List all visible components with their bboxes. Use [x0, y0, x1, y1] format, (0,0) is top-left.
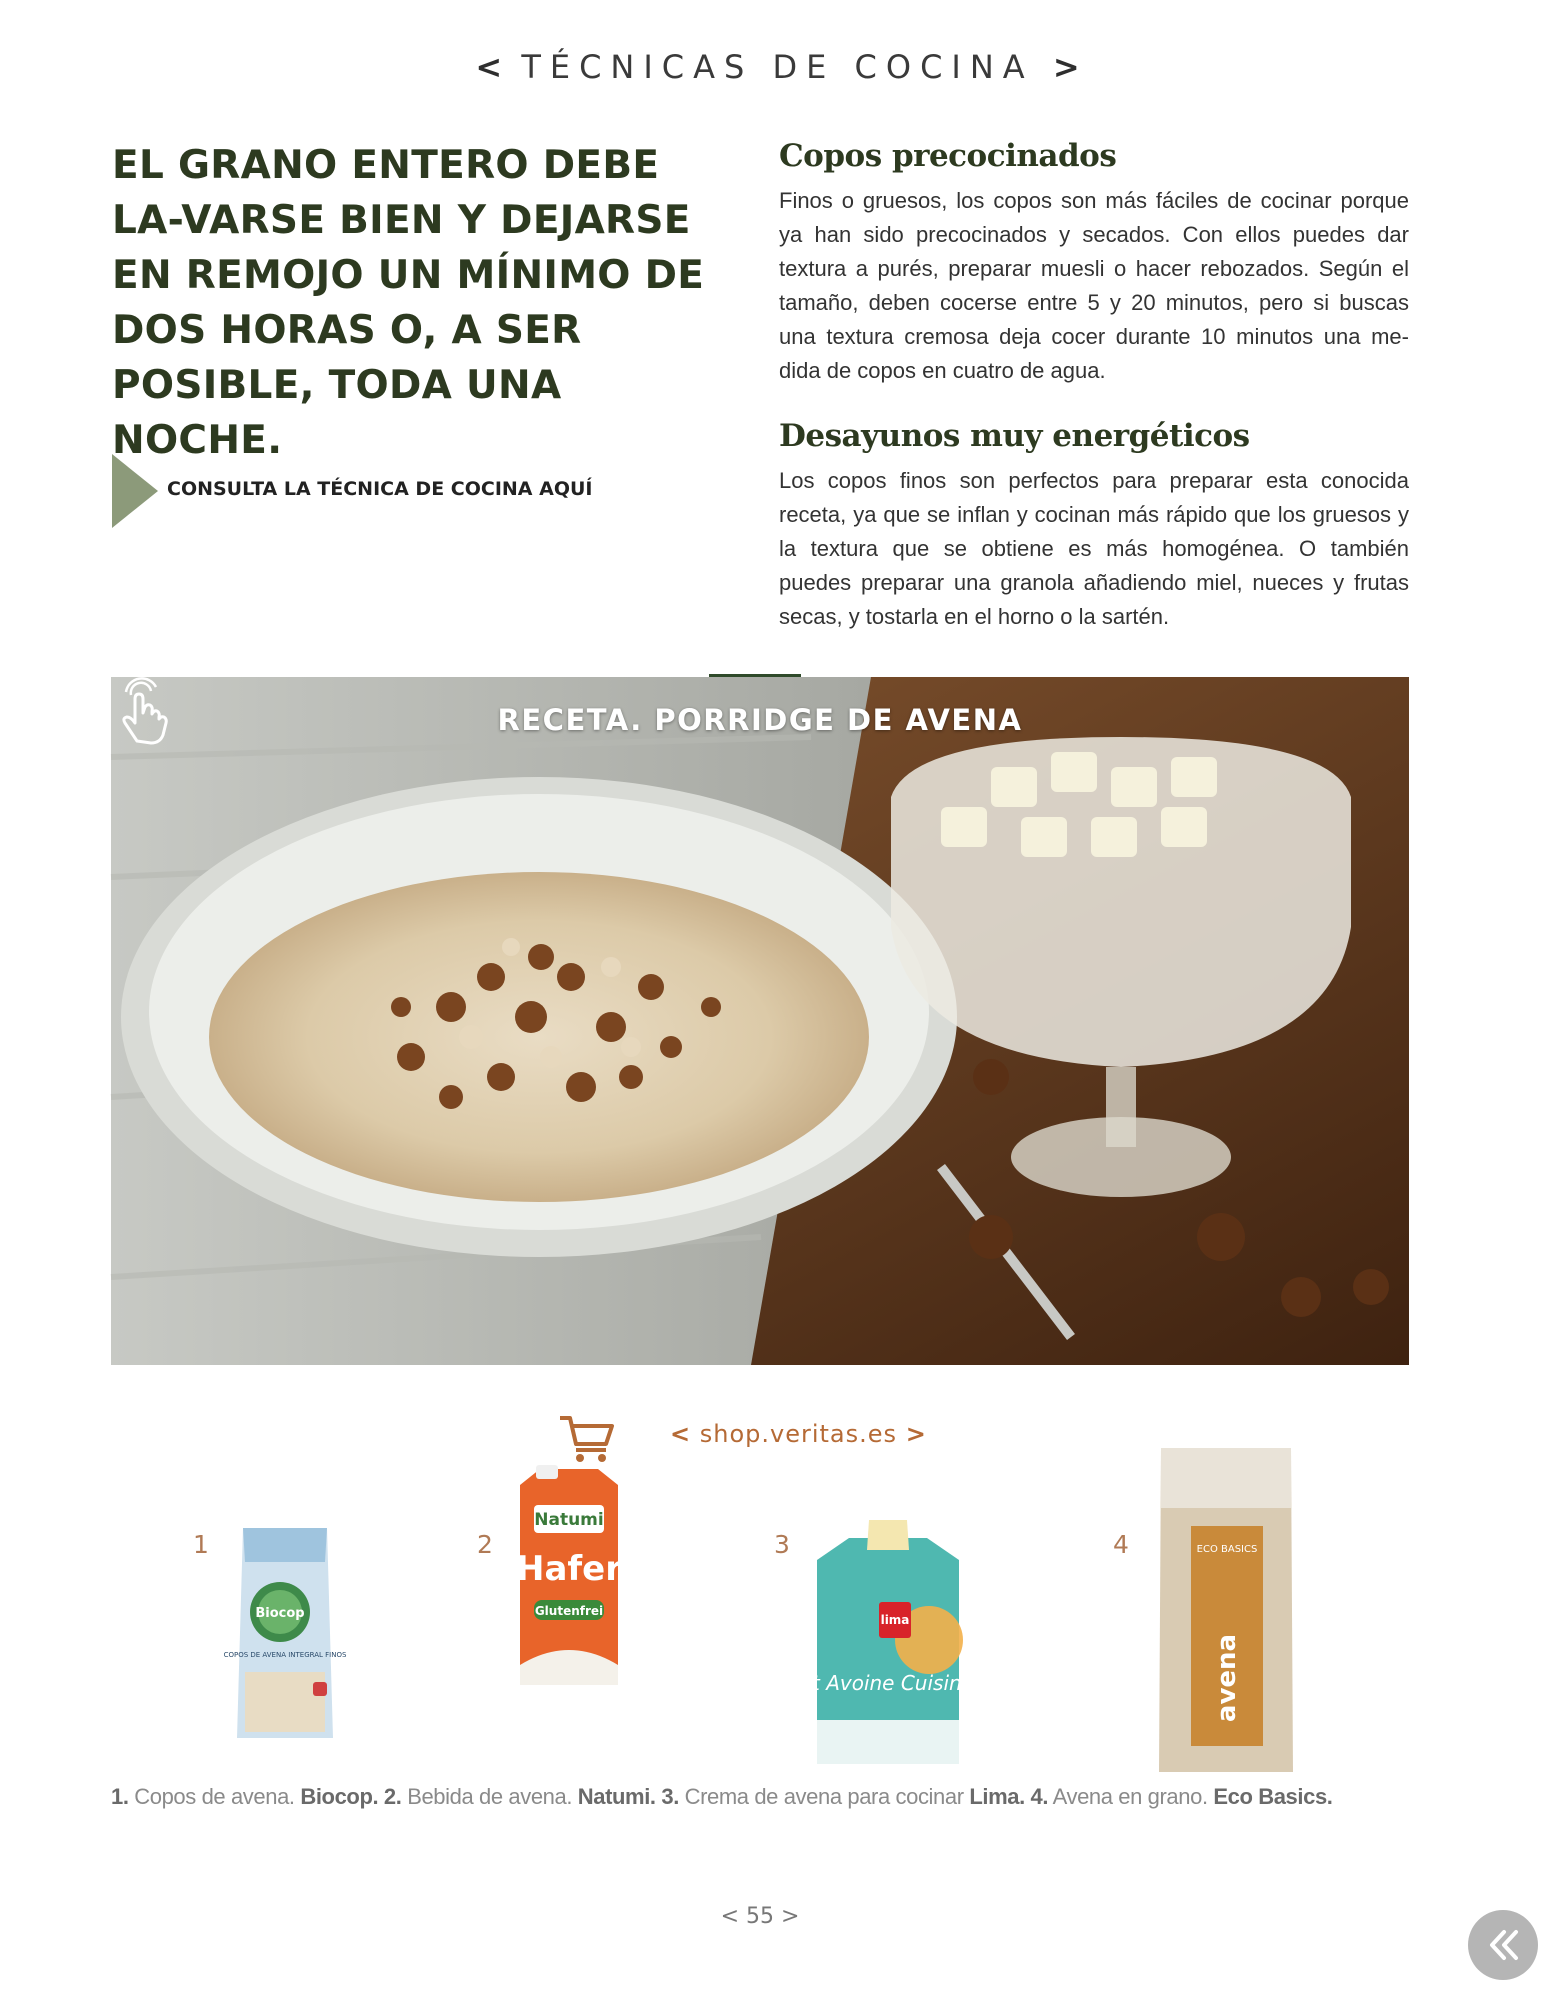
product-number-4: 4: [1113, 1530, 1129, 1559]
section-header: [0, 48, 1555, 86]
caption-brand-4: Eco Basics.: [1213, 1784, 1333, 1809]
biocop-brand: Biocop: [255, 1606, 305, 1621]
section-text-desayunos: Los copos finos son perfectos para preparar esta conocida receta, ya que se inflan y cocinan más rápido que los gruesos y la textura que se obtiene es más homogénea. O también puedes preparar una granola añadiendo miel, nueces y frutas secas, y tostarla en el horno o la sartén.: [779, 468, 1409, 629]
biocop-label: COPOS DE AVENA INTEGRAL FINOS: [223, 1651, 347, 1659]
back-button[interactable]: [1468, 1910, 1538, 1980]
caption-brand-2: Natumi.: [577, 1784, 656, 1809]
shop-left-chevron: <: [670, 1420, 692, 1448]
cart-icon[interactable]: [556, 1412, 616, 1464]
recipe-photo[interactable]: [111, 677, 1409, 1365]
product-biocop[interactable]: [223, 1522, 347, 1746]
product-number-3: 3: [774, 1530, 790, 1559]
natumi-label: Hafer: [515, 1549, 623, 1589]
header-title: TÉCNICAS DE COCINA: [521, 48, 1034, 86]
caption-desc-1: Copos de avena.: [128, 1784, 301, 1809]
double-chevron-left-icon: [1468, 1910, 1538, 1980]
play-triangle-icon: [112, 454, 158, 528]
caption-num-3: 3.: [655, 1784, 679, 1809]
caption-desc-3: Crema de avena para cocinar: [678, 1784, 970, 1809]
natumi-sub: Glutenfrei: [534, 1604, 604, 1618]
lima-brand: lima: [880, 1613, 910, 1627]
section-title-desayunos: Desayunos muy energéticos: [779, 418, 1250, 454]
section-title-copos: Copos precocinados: [779, 138, 1117, 174]
consulta-label: CONSULTA LA TÉCNICA DE COCINA AQUÍ: [167, 478, 593, 500]
caption-num-1: 1.: [111, 1784, 129, 1809]
tap-hand-icon[interactable]: [111, 677, 181, 751]
shop-link[interactable]: [670, 1420, 927, 1448]
photo-title: RECETA. PORRIDGE DE AVENA: [497, 703, 1023, 737]
caption-brand-3: Lima.: [969, 1784, 1025, 1809]
product-number-2: 2: [477, 1530, 493, 1559]
product-caption: [111, 1784, 1411, 1810]
header-left-chevron: <: [475, 48, 503, 86]
ecobasics-brand: ECO BASICS: [1196, 1544, 1258, 1555]
shop-right-chevron: >: [905, 1420, 927, 1448]
header-right-chevron: >: [1052, 48, 1080, 86]
lima-label: Oat Avoine Cuisine: [784, 1671, 974, 1695]
caption-brand-1: Biocop.: [300, 1784, 379, 1809]
caption-num-2: 2.: [378, 1784, 402, 1809]
natumi-brand: Natumi: [534, 1510, 604, 1530]
caption-num-4: 4.: [1024, 1784, 1049, 1809]
ecobasics-label: avena: [1212, 1633, 1242, 1723]
article-column: [779, 138, 1409, 634]
pull-quote: EL GRANO ENTERO DEBE LA-VARSE BIEN Y DEJARSE EN REMOJO UN MÍNIMO DE DOS HORAS O, A SER POSIBLE, TODA UNA NOCHE.: [112, 143, 705, 463]
caption-desc-4: Avena en grano.: [1048, 1784, 1214, 1809]
section-text-copos: Finos o gruesos, los copos son más fáciles de cocinar porque ya han sido precocinados y secados. Con ellos puedes dar textura a purés, preparar muesli o hacer rebozados. Según el tamaño, deben cocerse entre 5 y 20 minutos, pero si buscas una textura cremosa deja cocer durante 10 minutos una me-dida de copos en cuatro de agua.: [779, 188, 1409, 383]
consulta-link[interactable]: [112, 454, 672, 528]
product-ecobasics[interactable]: [1155, 1448, 1297, 1776]
shop-label: shop.veritas.es: [699, 1420, 898, 1448]
page-number: < 55 >: [720, 1904, 800, 1929]
porridge-illustration: [111, 677, 1409, 1365]
product-number-1: 1: [193, 1530, 209, 1559]
product-natumi[interactable]: [514, 1465, 624, 1763]
product-lima[interactable]: [784, 1520, 974, 1768]
caption-desc-2: Bebida de avena.: [401, 1784, 578, 1809]
